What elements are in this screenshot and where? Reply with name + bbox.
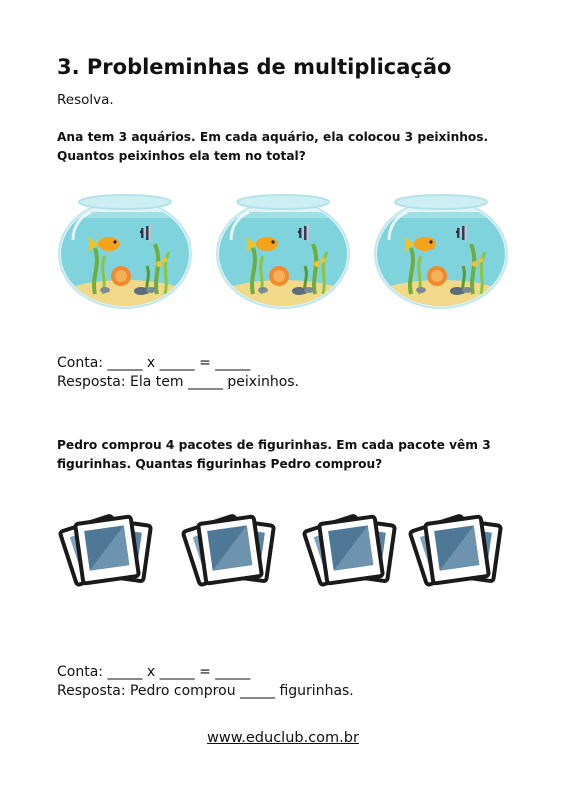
sticker-pack-icon (178, 508, 283, 588)
footer-link[interactable]: www.educlub.com.br (207, 730, 359, 746)
problem-2-question: Pedro comprou 4 pacotes de figurinhas. Em cada pacote vêm 3 figurinhas. Quantas figurinhas Pedro comprou? (57, 438, 491, 471)
problem-1-question: Ana tem 3 aquários. Em cada aquário, ela colocou 3 peixinhos. Quantos peixinhos ela tem no total? (57, 130, 489, 163)
sticker-pack-icon (299, 508, 404, 588)
sticker-pack-icon (55, 508, 160, 588)
problem-1-conta: Conta: _____ x _____ = _____ (57, 355, 251, 371)
problem-1-answer (57, 354, 299, 392)
fishbowl-icon (371, 186, 511, 310)
problem-2-resposta: Resposta: Pedro comprou _____ figurinhas. (57, 683, 354, 699)
fishbowl-icon (213, 186, 353, 310)
fishbowl-icon (55, 186, 195, 310)
problem-2-answer (57, 663, 354, 701)
page-title: 3. Probleminhas de multiplicação (57, 55, 452, 79)
problem-2-conta: Conta: _____ x _____ = _____ (57, 664, 251, 680)
instruction-text: Resolva. (57, 92, 114, 108)
sticker-pack-icon (405, 508, 510, 588)
problem-1-resposta: Resposta: Ela tem _____ peixinhos. (57, 374, 300, 390)
